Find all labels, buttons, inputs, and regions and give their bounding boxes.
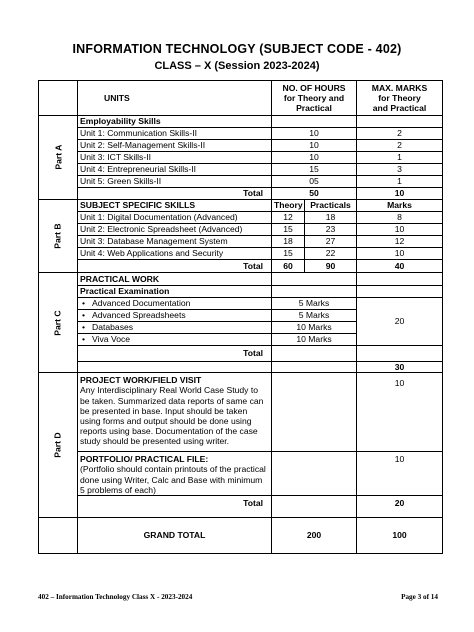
table-row	[39, 346, 443, 362]
unit-theory: 15	[272, 224, 305, 236]
table-row	[39, 116, 443, 128]
unit-marks: 10	[357, 248, 443, 260]
unit-name: Unit 3: ICT Skills-II	[78, 152, 272, 164]
table-row	[39, 362, 443, 373]
empty-cell	[357, 116, 443, 128]
table-row	[39, 248, 443, 260]
header-hours-line1: NO. OF HOURS	[282, 82, 346, 93]
empty-cell	[272, 496, 357, 518]
project-text: Any Interdisciplinary Real World Case Study to be taken. Summarized data reports of same can be presented in base. Input should be taken using forms and output should be done using reports using base. Documentation of the case study should be presented using writer.	[80, 385, 264, 447]
table-row	[39, 128, 443, 140]
unit-hours: 05	[272, 176, 357, 188]
table-row	[39, 496, 443, 518]
header-hours-line3: Practical	[296, 103, 332, 114]
table-row	[39, 140, 443, 152]
part-a-section: Employability Skills	[78, 116, 272, 128]
header-marks-line3: and Practical	[372, 103, 427, 114]
col-practicals: Practicals	[305, 200, 357, 212]
table-row	[39, 260, 443, 273]
practical-marks: 10 Marks	[272, 334, 357, 346]
unit-theory: 12	[272, 212, 305, 224]
unit-practicals: 23	[305, 224, 357, 236]
unit-hours: 10	[272, 128, 357, 140]
project-marks: 10	[357, 373, 443, 452]
empty-cell	[272, 273, 357, 286]
unit-marks: 8	[357, 212, 443, 224]
empty-cell	[39, 518, 78, 554]
practical-item: • Viva Voce	[78, 334, 272, 346]
portfolio-marks: 10	[357, 452, 443, 496]
unit-name: Unit 2: Self-Management Skills-II	[78, 140, 272, 152]
col-theory: Theory	[272, 200, 305, 212]
unit-marks: 10	[357, 224, 443, 236]
part-b-label: Part B	[39, 200, 78, 273]
footer-left: 402 – Information Technology Class X - 2023-2024	[38, 593, 193, 601]
total-theory: 60	[272, 260, 305, 273]
practical-item: • Advanced Documentation	[78, 298, 272, 310]
header-marks-line2: for Theory	[378, 92, 421, 103]
unit-name: Unit 2: Electronic Spreadsheet (Advanced)	[78, 224, 272, 236]
header-units: UNITS	[78, 81, 272, 116]
document-title: INFORMATION TECHNOLOGY (SUBJECT CODE - 402)	[72, 42, 402, 56]
unit-marks: 2	[357, 128, 443, 140]
total-label: Total	[78, 496, 272, 518]
footer-page-number: Page 3 of 14	[401, 593, 438, 601]
unit-marks: 1	[357, 152, 443, 164]
total-marks: 30	[357, 362, 443, 373]
unit-name: Unit 1: Communication Skills-II	[78, 128, 272, 140]
total-label: Total	[78, 346, 272, 362]
empty-cell	[78, 362, 272, 373]
total-marks: 20	[357, 496, 443, 518]
unit-hours: 10	[272, 152, 357, 164]
header-hours	[272, 81, 357, 116]
unit-hours: 10	[272, 140, 357, 152]
part-c-section: PRACTICAL WORK	[78, 273, 272, 286]
unit-name: Unit 4: Web Applications and Security	[78, 248, 272, 260]
unit-name: Unit 4: Entrepreneurial Skills-II	[78, 164, 272, 176]
table-header-row	[39, 81, 443, 116]
practical-marks: 10 Marks	[272, 322, 357, 334]
table-row	[39, 152, 443, 164]
table-row	[39, 164, 443, 176]
col-marks: Marks	[357, 200, 443, 212]
practical-marks: 5 Marks	[272, 298, 357, 310]
practical-item: • Databases	[78, 322, 272, 334]
unit-name: Unit 1: Digital Documentation (Advanced)	[78, 212, 272, 224]
table-row	[39, 176, 443, 188]
part-a-label: Part A	[39, 116, 78, 200]
empty-cell	[357, 286, 443, 298]
table-row	[39, 236, 443, 248]
empty-cell	[272, 346, 357, 362]
grand-total-label: GRAND TOTAL	[78, 518, 272, 554]
grand-total-marks: 100	[357, 518, 443, 554]
table-row	[39, 298, 443, 310]
header-empty-cell	[39, 81, 78, 116]
table-row	[39, 452, 443, 496]
practical-item: • Advanced Spreadsheets	[78, 310, 272, 322]
unit-name: Unit 5: Green Skills-II	[78, 176, 272, 188]
project-title: PROJECT WORK/FIELD VISIT	[80, 375, 202, 386]
curriculum-table	[38, 80, 443, 554]
table-row	[39, 273, 443, 286]
empty-cell	[272, 452, 357, 496]
header-marks	[357, 81, 443, 116]
total-marks: 40	[357, 260, 443, 273]
part-c-label: Part C	[39, 273, 78, 373]
unit-marks: 3	[357, 164, 443, 176]
table-row	[39, 188, 443, 200]
table-row	[39, 200, 443, 212]
part-b-section: SUBJECT SPECIFIC SKILLS	[78, 200, 272, 212]
total-label: Total	[78, 188, 272, 200]
table-row	[39, 286, 443, 298]
unit-name: Unit 3: Database Management System	[78, 236, 272, 248]
project-cell	[78, 373, 272, 452]
empty-cell	[357, 346, 443, 362]
total-practicals: 90	[305, 260, 357, 273]
unit-practicals: 27	[305, 236, 357, 248]
portfolio-text: (Portfolio should contain printouts of the practical done using Writer, Calc and Base with minimum 5 problems of each)	[80, 464, 266, 495]
grand-total-row	[39, 518, 443, 554]
empty-cell	[272, 362, 357, 373]
unit-marks: 12	[357, 236, 443, 248]
unit-theory: 15	[272, 248, 305, 260]
table-row	[39, 373, 443, 452]
empty-cell	[272, 116, 357, 128]
empty-cell	[272, 286, 357, 298]
unit-practicals: 22	[305, 248, 357, 260]
portfolio-title: PORTFOLIO/ PRACTICAL FILE:	[80, 454, 209, 465]
empty-cell	[357, 273, 443, 286]
unit-practicals: 18	[305, 212, 357, 224]
table-row	[39, 212, 443, 224]
total-hours: 50	[272, 188, 357, 200]
grand-total-hours: 200	[272, 518, 357, 554]
unit-theory: 18	[272, 236, 305, 248]
unit-marks: 1	[357, 176, 443, 188]
part-d-label: Part D	[39, 373, 78, 518]
unit-hours: 15	[272, 164, 357, 176]
total-marks: 10	[357, 188, 443, 200]
portfolio-cell	[78, 452, 272, 496]
practical-group-marks: 20	[357, 298, 443, 346]
total-label: Total	[78, 260, 272, 273]
document-subtitle: CLASS – X (Session 2023-2024)	[154, 60, 320, 72]
unit-marks: 2	[357, 140, 443, 152]
empty-cell	[272, 373, 357, 452]
header-marks-line1: MAX. MARKS	[371, 82, 428, 93]
part-c-subsection: Practical Examination	[78, 286, 272, 298]
practical-marks: 5 Marks	[272, 310, 357, 322]
table-row	[39, 224, 443, 236]
header-hours-line2: for Theory and	[283, 92, 345, 103]
